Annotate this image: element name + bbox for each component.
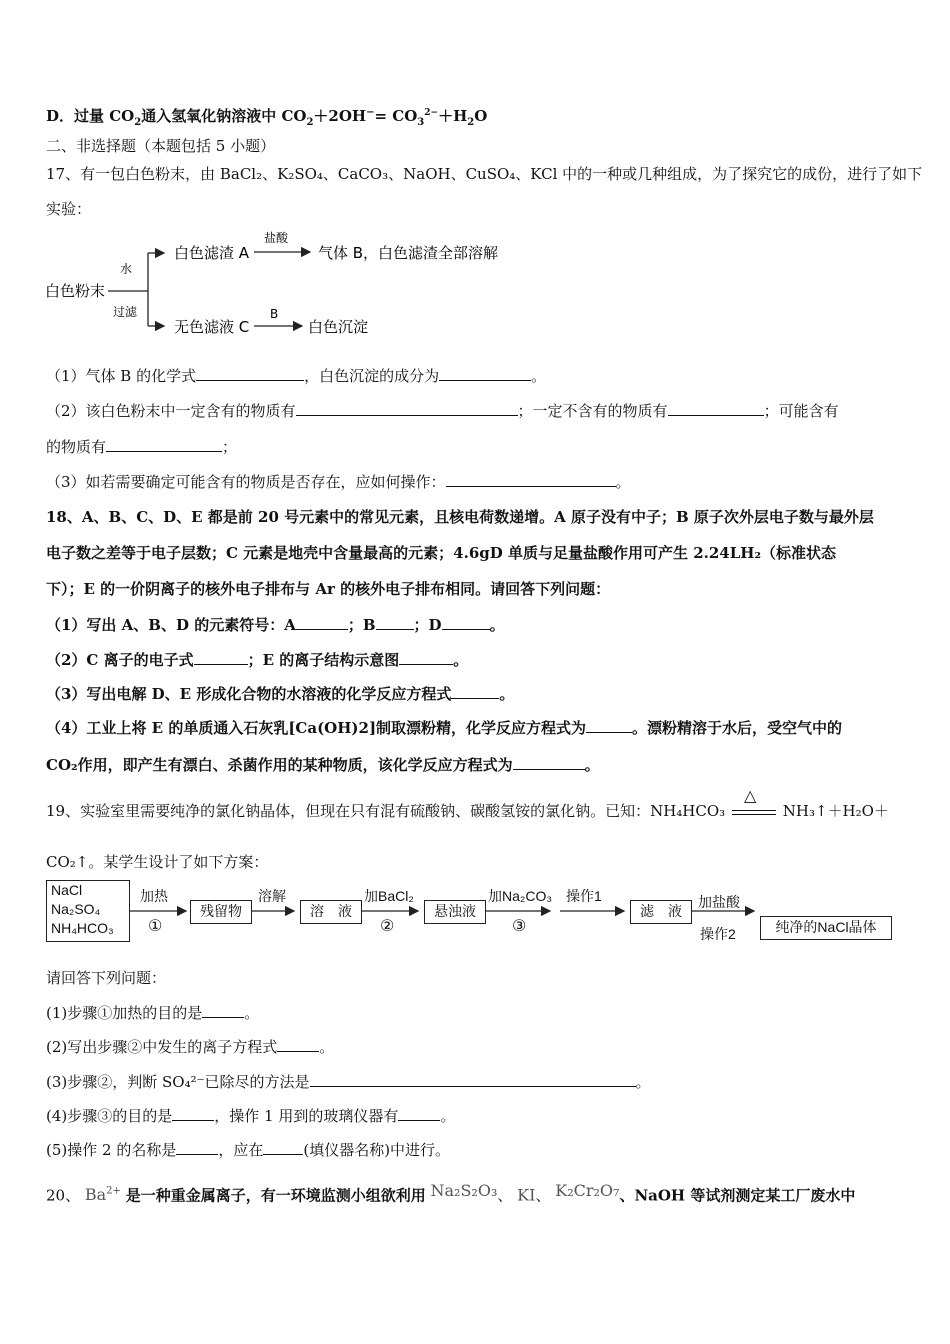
q19-sub2: (2)写出步骤②中发生的离子方程式 。: [46, 1038, 335, 1056]
q17-flowchart: [40, 228, 510, 346]
q17-part1: （1）气体 B 的化学式 ，白色沉淀的成分为 。: [46, 367, 547, 385]
flow-product: 纯净的NaCl晶体: [760, 916, 892, 940]
flow-step1: ①: [148, 916, 163, 935]
flow-residue-a: 白色滤渣 A: [174, 244, 250, 262]
flow-water-label: 水: [120, 262, 133, 276]
flow-add-hcl: 加盐酸: [698, 894, 740, 910]
flow-hcl-label: 盐酸: [264, 231, 289, 245]
q20-line1: 20、 $Ba^{2+}$ 是一种重金属离子，有一环境监测小组欲利用 Na₂S₂O₃、 KI、 K₂Cr₂O₇、NaOH 等试剂测定某工厂废水中: [46, 1181, 856, 1205]
q17-part3: （3）如若需要确定可能含有的物质是否存在，应如何操作： 。: [46, 473, 631, 491]
flow-add-bacl2: 加BaCl₂: [364, 888, 414, 904]
flow-add-na2co3: 加Na₂CO₃: [488, 888, 553, 904]
q17-intro-cont: 实验：: [46, 200, 92, 218]
q19-sub4: (4)步骤③的目的是 ，操作 1 用到的玻璃仪器有 。: [46, 1107, 456, 1125]
reagent-k2cr2o7: K₂Cr₂O₇: [555, 1181, 620, 1201]
q18-part3: （3）写出电解 D、E 形成化合物的水溶液的化学反应方程式 。: [46, 685, 515, 703]
q17-part2: （2）该白色粉末中一定含有的物质有 ；一定不含有的物质有 ；可能含有: [46, 402, 839, 420]
flow-precipitate: 白色沉淀: [308, 318, 369, 336]
q18-part1: （1）写出 A、B、D 的元素符号：A ；B ；D 。: [46, 616, 505, 634]
flow-heat-label: 加热: [140, 888, 168, 904]
reagent-ki: KI: [517, 1185, 536, 1205]
flow-residue: 残留物: [190, 900, 252, 924]
flow-op2: 操作2: [700, 926, 736, 942]
q19-sub5: (5)操作 2 的名称是 ，应在 (填仪器名称)中进行。: [46, 1141, 451, 1159]
flow-gas-result: 气体 B，白色滤渣全部溶解: [318, 244, 499, 262]
ba-ion: $Ba^{2+}$: [84, 1185, 121, 1205]
flow-step2: ②: [380, 916, 395, 935]
q18-line3: 下）；E 的一价阴离子的核外电子排布与 Ar 的核外电子排布相同。请回答下列问题：: [46, 580, 611, 598]
q16-option-d: D．过量 $CO_2$通入氢氧化钠溶液中 $CO_2+2OH^-= CO_3^{2-}+H_2O$: [46, 107, 488, 128]
flow-step3: ③: [512, 916, 527, 935]
flow-start-mixture: NaCl Na₂SO₄ NH₄HCO₃: [46, 880, 130, 942]
heat-symbol: △: [743, 786, 757, 805]
q19-sub1: (1)步骤①加热的目的是 。: [46, 1004, 260, 1022]
q18-part2: （2）C 离子的电子式 ；E 的离子结构示意图 。: [46, 651, 469, 669]
q19-line2: CO₂↑。某学生设计了如下方案：: [46, 853, 269, 871]
q19-flowchart: [46, 878, 906, 948]
flow-filtrate-c: 无色滤液 C: [174, 318, 250, 336]
flow-solution: 溶 液: [300, 900, 362, 924]
decomposition-condition: [730, 786, 778, 822]
flow-op1: 操作1: [566, 888, 602, 904]
q18-part4: （4）工业上将 E 的单质通入石灰乳[Ca(OH)2]制取漂粉精，化学反应方程式为 。漂粉精溶于水后，受空气中的: [46, 719, 843, 737]
q19-prompt: 请回答下列问题：: [46, 969, 167, 987]
flow-start: 白色粉末: [45, 282, 106, 300]
flow-b-label: B: [270, 307, 279, 321]
q19-sub3: (3)步骤②，判断 SO₄²⁻已除尽的方法是 。: [46, 1073, 651, 1091]
q18-line1: 18、A、B、C、D、E 都是前 20 号元素中的常见元素，且核电荷数递增。A 原子没有中子；B 原子次外层电子数与最外层: [46, 508, 874, 526]
q17-intro: 17、有一包白色粉末，由 BaCl₂、K₂SO₄、CaCO₃、NaOH、CuSO₄、KCl 中的一种或几种组成，为了探究它的成份，进行了如下: [46, 165, 923, 183]
q19-line1: 19、实验室里需要纯净的氯化钠晶体，但现在只有混有硫酸钠、碳酸氢铵的氯化钠。已知：NH₄HCO₃ △ NH₃↑＋H₂O＋: [46, 786, 889, 820]
flow-suspension: 悬浊液: [424, 900, 486, 924]
flow-filtrate: 滤 液: [630, 900, 692, 924]
q18-part4-cont: CO₂作用，即产生有漂白、杀菌作用的某种物质，该化学反应方程式为 。: [46, 756, 600, 774]
q18-line2: 电子数之差等于电子层数；C 元素是地壳中含量最高的元素；4.6gD 单质与足量盐酸作用可产生 2.24LH₂（标准状态: [46, 544, 837, 562]
flow-dissolve-label: 溶解: [258, 888, 286, 904]
section-heading: 二、非选择题（本题包括 5 小题）: [46, 137, 276, 155]
q17-part2-cont: 的物质有 ；: [46, 438, 238, 456]
flow-filter-label: 过滤: [113, 305, 138, 319]
reagent-na2s2o3: Na₂S₂O₃: [430, 1181, 498, 1201]
